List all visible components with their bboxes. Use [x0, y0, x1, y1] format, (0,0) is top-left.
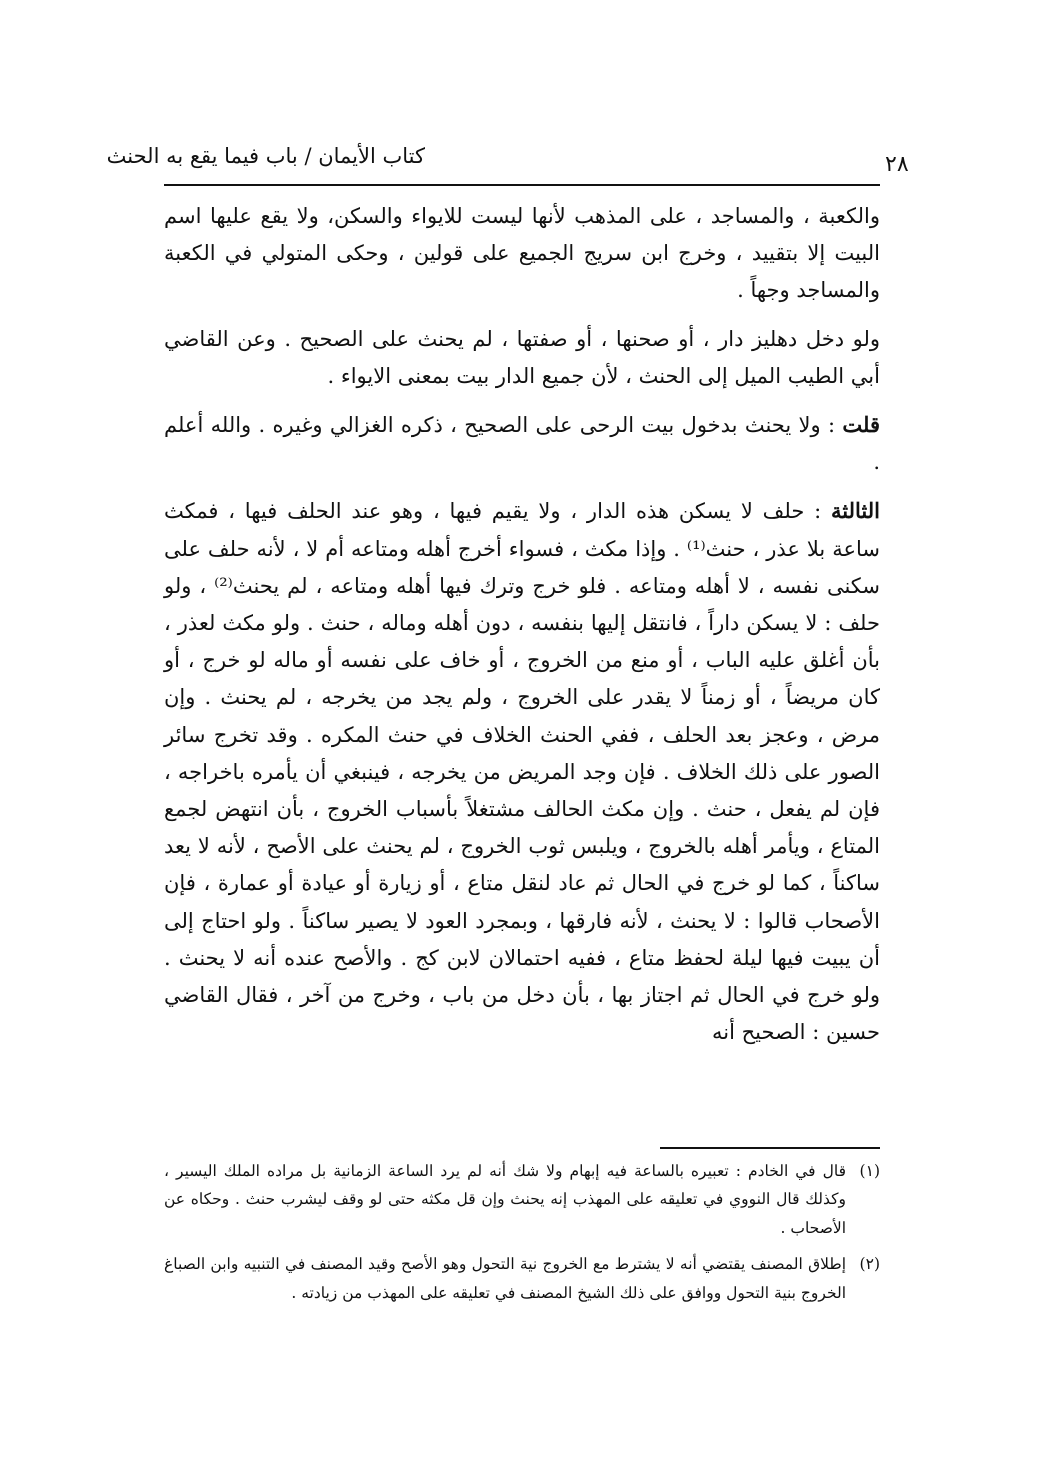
header-rule: [164, 184, 880, 186]
main-text: [164, 198, 880, 1051]
paragraph-3-text: : ولا يحنث بدخول بيت الرحى على الصحيح ، ذكره الغزالي وغيره . والله أعلم .: [164, 413, 880, 475]
footnote-2: [164, 1250, 880, 1307]
running-title: كتاب الأيمان / باب فيما يقع به الحنث: [106, 144, 425, 168]
paragraph-2: [164, 321, 880, 395]
paragraph-4-lead: الثالثة: [831, 498, 880, 524]
paragraph-1: [164, 198, 880, 310]
footnote-1-mark: (١): [859, 1162, 880, 1180]
paragraph-1-text: والكعبة ، والمساجد ، على المذهب لأنها ليست للايواء والسكن، ولا يقع عليها اسم البيت إلا بتقييد ، وخرج ابن سريج الجميع على قولين ، وحكى المتولي في الكعبة والمساجد وجهاً .: [164, 204, 880, 303]
footnote-1: [164, 1157, 880, 1242]
footnotes: [164, 1157, 880, 1315]
footnote-1-text: قال في الخادم : تعبيره بالساعة فيه إبهام ولا شك أنه لم يرد الساعة الزمانية بل مراده الملك اليسير ، وكذلك قال النووي في تعليقه على المهذب إنه يحنث وإن قل مكثه حتى لو وقف ليشرب حنث . وحكاه عن الأصحاب .: [164, 1162, 846, 1237]
running-header: [106, 140, 909, 180]
page-number: ٢٨: [885, 152, 909, 177]
footnote-rule: [660, 1147, 880, 1149]
paragraph-4-text: : حلف لا يسكن هذه الدار ، ولا يقيم فيها ، وهو عند الحلف فيها ، فمكث ساعة بلا عذر ، حنث⁽¹⁾ . وإذا مكث ، فسواء أخرج أهله ومتاعه أم لا ، لأنه حلف على سكنى نفسه ، لا أهله ومتاعه . فلو خرج وترك فيها أهله ومتاعه ، لم يحنث⁽²⁾ ، ولو حلف : لا يسكن داراً ، فانتقل إليها بنفسه ، دون أهله وماله ، حنث . ولو مكث لعذر ، بأن أغلق عليه الباب ، أو منع من الخروج ، أو خاف على نفسه أو ماله لو خرج ، أو كان مريضاً ، أو زمناً لا يقدر على الخروج ، ولم يجد من يخرجه ، لم يحنث . وإن مرض ، وعجز بعد الحلف ، ففي الحنث الخلاف في حنث المكره . وقد تخرج سائر الصور على ذلك الخلاف . فإن وجد المريض من يخرجه ، فينبغي أن يأمره باخراجه ، فإن لم يفعل ، حنث . وإن مكث الحالف مشتغلاً بأسباب الخروج ، بأن انتهض لجمع المتاع ، ويأمر أهله بالخروج ، ويلبس ثوب الخروج ، لم يحنث على الأصح ، لأنه لا يعد ساكناً ، كما لو خرج في الحال ثم عاد لنقل متاع ، أو زيارة أو عيادة أو عمارة ، فإن الأصحاب قالوا : لا يحنث ، لأنه فارقها ، وبمجرد العود لا يصير ساكناً . ولو احتاج إلى أن يبيت فيها ليلة لحفظ متاع ، ففيه احتمالان لابن كج . والأصح عنده أنه لا يحنث . ولو خرج في الحال ثم اجتاز بها ، بأن دخل من باب ، وخرج من آخر ، فقال القاضي حسين : الصحيح أنه: [164, 499, 880, 1045]
footnote-2-text: إطلاق المصنف يقتضي أنه لا يشترط مع الخروج نية التحول وهو الأصح وقيد المصنف في التنبيه وابن الصباغ الخروج بنية التحول ووافق على ذلك الشيخ المصنف في تعليقه على المهذب من زيادته .: [164, 1255, 846, 1302]
footnote-2-mark: (٢): [859, 1255, 880, 1274]
paragraph-3-lead: قلت: [842, 412, 880, 438]
paragraph-4: [164, 492, 880, 1051]
paragraph-2-text: ولو دخل دهليز دار ، أو صحنها ، أو صفتها ، لم يحنث على الصحيح . وعن القاضي أبي الطيب الميل إلى الحنث ، لأن جميع الدار بيت بمعنى الايواء .: [164, 326, 880, 388]
paragraph-3: [164, 406, 880, 481]
